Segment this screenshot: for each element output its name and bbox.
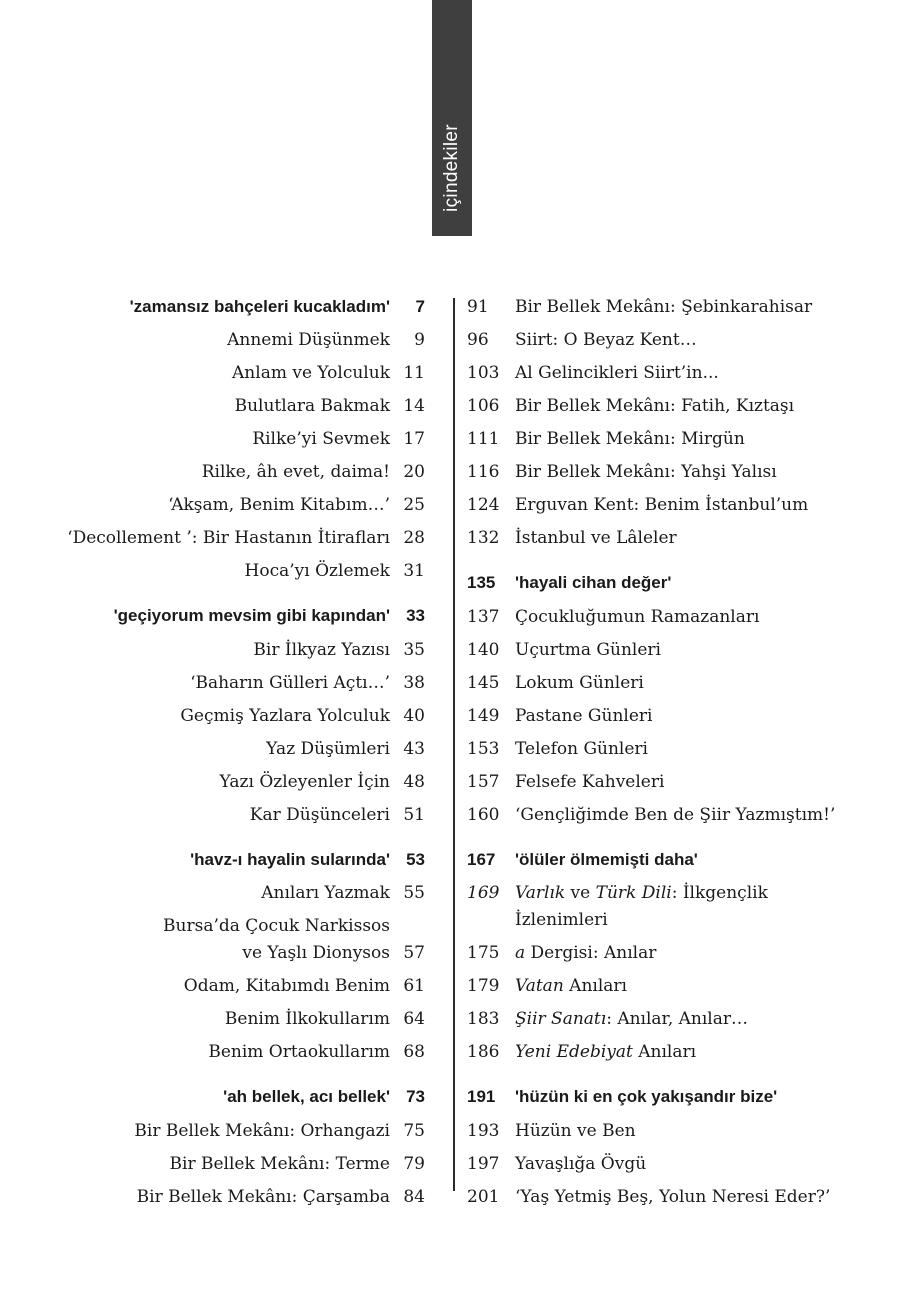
toc-title-part: Türk Dili — [595, 883, 672, 903]
toc-title-part: 'hayali cihan değer' — [515, 573, 672, 592]
toc-entry-title — [515, 1153, 646, 1175]
toc-page-number: 79 — [403, 1154, 425, 1174]
toc-section-heading: 'ah bellek, acı bellek' — [223, 1087, 390, 1106]
toc-title-part: İzlenimleri — [515, 910, 608, 930]
toc-page-number: 153 — [467, 739, 500, 759]
toc-page-number: 135 — [467, 573, 496, 592]
toc-section-heading: 'havz-ı hayalin sularında' — [190, 850, 390, 869]
toc-entry-title — [515, 362, 719, 384]
toc-entry-title: Bir Bellek Mekânı: Terme — [169, 1154, 390, 1174]
toc-title-part: : İlkgençlik — [671, 883, 768, 903]
contents-tab — [432, 0, 472, 236]
toc-entry-title — [515, 395, 794, 417]
toc-entry-title — [515, 606, 759, 628]
toc-page-number: 75 — [403, 1121, 425, 1141]
toc-title-part: Hüzün ve Ben — [515, 1121, 636, 1141]
toc-entry-title: Bir Bellek Mekânı: Orhangazi — [134, 1121, 390, 1141]
toc-entry-title — [515, 1008, 748, 1030]
toc-entry-title: ve Yaşlı Dionysos — [242, 943, 390, 963]
toc-title-part: Lokum Günleri — [515, 673, 644, 693]
toc-title-part: İstanbul ve Lâleler — [515, 528, 677, 548]
toc-page-number: 31 — [403, 561, 425, 581]
toc-entry-title: Odam, Kitabımdı Benim — [183, 976, 390, 996]
toc-title-part: Uçurtma Günleri — [515, 640, 661, 660]
toc-page-number: 157 — [467, 772, 500, 792]
toc-entry-title — [515, 672, 644, 694]
toc-entry-title: Rilke’yi Sevmek — [252, 429, 390, 449]
toc-page-number: 53 — [406, 850, 425, 869]
toc-entry-title: Yazı Özleyenler İçin — [219, 772, 390, 792]
toc-entry-title: Yaz Düşümleri — [266, 739, 390, 759]
toc-page-number: 48 — [403, 772, 425, 792]
toc-page-number: 57 — [403, 943, 425, 963]
toc-entry-title: Bir İlkyaz Yazısı — [253, 640, 390, 660]
toc-page-number: 183 — [467, 1009, 500, 1029]
toc-page-number: 11 — [403, 363, 425, 383]
toc-entry-title: ‘Baharın Gülleri Açtı…’ — [190, 673, 390, 693]
toc-entry-title — [515, 705, 652, 727]
contents-tab-label-wrap — [432, 108, 472, 228]
toc-entry-title — [515, 771, 664, 793]
toc-page-number: 9 — [414, 330, 425, 350]
toc-entry-title: Rilke, âh evet, daima! — [201, 462, 390, 482]
toc-title-part: ‘Yaş Yetmiş Beş, Yolun Neresi Eder?’ — [515, 1187, 831, 1207]
toc-entry-title — [515, 942, 656, 964]
toc-title-part: Felsefe Kahveleri — [515, 772, 665, 792]
toc-section-heading — [515, 849, 698, 871]
toc-entry-title — [515, 975, 627, 997]
toc-page-number: 96 — [467, 330, 489, 350]
toc-title-part: 'hüzün ki en çok yakışandır bize' — [515, 1087, 778, 1106]
toc-section-heading — [515, 572, 671, 594]
toc-title-part: Erguvan Kent: Benim İstanbul’um — [515, 495, 809, 515]
toc-page-number: 73 — [406, 1087, 425, 1106]
toc-entry-title: Geçmiş Yazlara Yolculuk — [180, 706, 390, 726]
toc-title-part: 'ölüler ölmemişti daha' — [515, 850, 698, 869]
toc-page-number: 140 — [467, 640, 500, 660]
toc-title-part: Çocukluğumun Ramazanları — [515, 607, 760, 627]
toc-entry-title — [515, 494, 808, 516]
toc-page-number: 20 — [403, 462, 425, 482]
toc-page-number: 33 — [406, 606, 425, 625]
toc-title-part: Bir Bellek Mekânı: Fatih, Kıztaşı — [515, 396, 795, 416]
toc-page-number: 106 — [467, 396, 500, 416]
toc-title-part: Anıları — [632, 1042, 697, 1062]
toc-entry-title — [515, 527, 677, 549]
toc-page-number: 35 — [403, 640, 425, 660]
toc-entry-title: Benim Ortaokullarım — [208, 1042, 390, 1062]
toc-entry-title: Anlam ve Yolculuk — [232, 363, 390, 383]
toc-page-number: 167 — [467, 850, 496, 869]
toc-entry-title — [515, 1041, 696, 1063]
toc-page-number: 103 — [467, 363, 500, 383]
toc-page-number: 191 — [467, 1087, 496, 1106]
toc-entry-title: Bursa’da Çocuk Narkissos — [163, 916, 390, 936]
toc-section-heading — [515, 1086, 777, 1108]
toc-page-number: 40 — [403, 706, 425, 726]
toc-title-part: Siirt: O Beyaz Kent… — [515, 330, 697, 350]
toc-entry-title — [515, 639, 661, 661]
toc-title-part: Bir Bellek Mekânı: Şebinkarahisar — [515, 297, 813, 317]
contents-tab-label: içindekiler — [441, 124, 462, 212]
toc-page-number: 7 — [415, 297, 425, 316]
toc-page-number: 116 — [467, 462, 500, 482]
toc-page-number: 197 — [467, 1154, 500, 1174]
toc-entry-title: Bir Bellek Mekânı: Çarşamba — [136, 1187, 390, 1207]
toc-section-heading: 'geçiyorum mevsim gibi kapından' — [113, 606, 390, 625]
toc-entry-title — [515, 1120, 636, 1142]
toc-page-number: 17 — [403, 429, 425, 449]
toc-entry-title: Kar Düşünceleri — [249, 805, 390, 825]
toc-entry-title: Bulutlara Bakmak — [234, 396, 390, 416]
toc-title-part: Dergisi: Anılar — [525, 943, 657, 963]
toc-page-number: 137 — [467, 607, 500, 627]
toc-page-number: 186 — [467, 1042, 500, 1062]
toc-title-part: ve — [565, 883, 596, 903]
toc-page-number: 25 — [403, 495, 425, 515]
toc-page-number: 51 — [403, 805, 425, 825]
toc-title-part: a — [515, 943, 526, 963]
toc-section-heading: 'zamansız bahçeleri kucakladım' — [129, 297, 390, 316]
toc-title-part: Yavaşlığa Övgü — [515, 1154, 647, 1174]
toc-page-number: 145 — [467, 673, 500, 693]
toc-page-number: 61 — [403, 976, 425, 996]
toc-page-number: 124 — [467, 495, 500, 515]
toc-page-number: 179 — [467, 976, 500, 996]
toc-title-part: ‘Gençliğimde Ben de Şiir Yazmıştım!’ — [515, 805, 836, 825]
toc-page-number: 91 — [467, 297, 489, 317]
toc-page-number: 201 — [467, 1187, 500, 1207]
toc-page-number: 193 — [467, 1121, 500, 1141]
toc-title-part: Şiir Sanatı — [515, 1009, 607, 1029]
toc-page-number: 149 — [467, 706, 500, 726]
toc-entry-title — [515, 428, 745, 450]
toc-page-number: 175 — [467, 943, 500, 963]
toc-title-part: Yeni Edebiyat — [515, 1042, 633, 1062]
toc-page-number: 111 — [467, 429, 500, 449]
toc-entry-title — [515, 461, 777, 483]
toc-entry-title: Benim İlkokullarım — [224, 1009, 390, 1029]
toc-page-number: 84 — [403, 1187, 425, 1207]
toc-entry-title — [515, 909, 608, 931]
toc-page-number: 160 — [467, 805, 500, 825]
toc-entry-title: Annemi Düşünmek — [227, 330, 390, 350]
toc-title-part: Varlık — [515, 883, 566, 903]
toc-page-number: 28 — [403, 528, 425, 548]
toc-title-part: Anıları — [563, 976, 627, 996]
toc-title-part: : Anılar, Anılar… — [606, 1009, 748, 1029]
toc-entry-title — [515, 329, 697, 351]
toc-title-part: Bir Bellek Mekânı: Yahşi Yalısı — [515, 462, 777, 482]
toc-page-number: 169 — [467, 883, 500, 903]
toc-title-part: Vatan — [515, 976, 564, 996]
toc-title-part: Bir Bellek Mekânı: Mirgün — [515, 429, 745, 449]
toc-page-number: 43 — [403, 739, 425, 759]
toc-entry-title — [515, 296, 812, 318]
toc-page-number: 132 — [467, 528, 500, 548]
toc-page-number: 55 — [403, 883, 425, 903]
toc-title-part: Telefon Günleri — [515, 739, 648, 759]
toc-entry-title — [515, 738, 648, 760]
toc-page-number: 68 — [403, 1042, 425, 1062]
column-divider — [453, 298, 455, 1191]
toc-page-number: 38 — [403, 673, 425, 693]
toc-entry-title: Hoca’yı Özlemek — [244, 561, 390, 581]
toc-entry-title — [515, 882, 768, 904]
toc-page-number: 64 — [403, 1009, 425, 1029]
toc-title-part: Al Gelincikleri Siirt’in... — [515, 363, 719, 383]
toc-entry-title: Anıları Yazmak — [261, 883, 390, 903]
toc-entry-title: ‘Akşam, Benim Kitabım…’ — [168, 495, 390, 515]
toc-title-part: Pastane Günleri — [515, 706, 653, 726]
toc-entry-title — [515, 804, 835, 826]
toc-entry-title — [515, 1186, 830, 1208]
toc-entry-title: ‘Decollement ’: Bir Hastanın İtirafları — [67, 528, 390, 548]
toc-page-number: 14 — [403, 396, 425, 416]
